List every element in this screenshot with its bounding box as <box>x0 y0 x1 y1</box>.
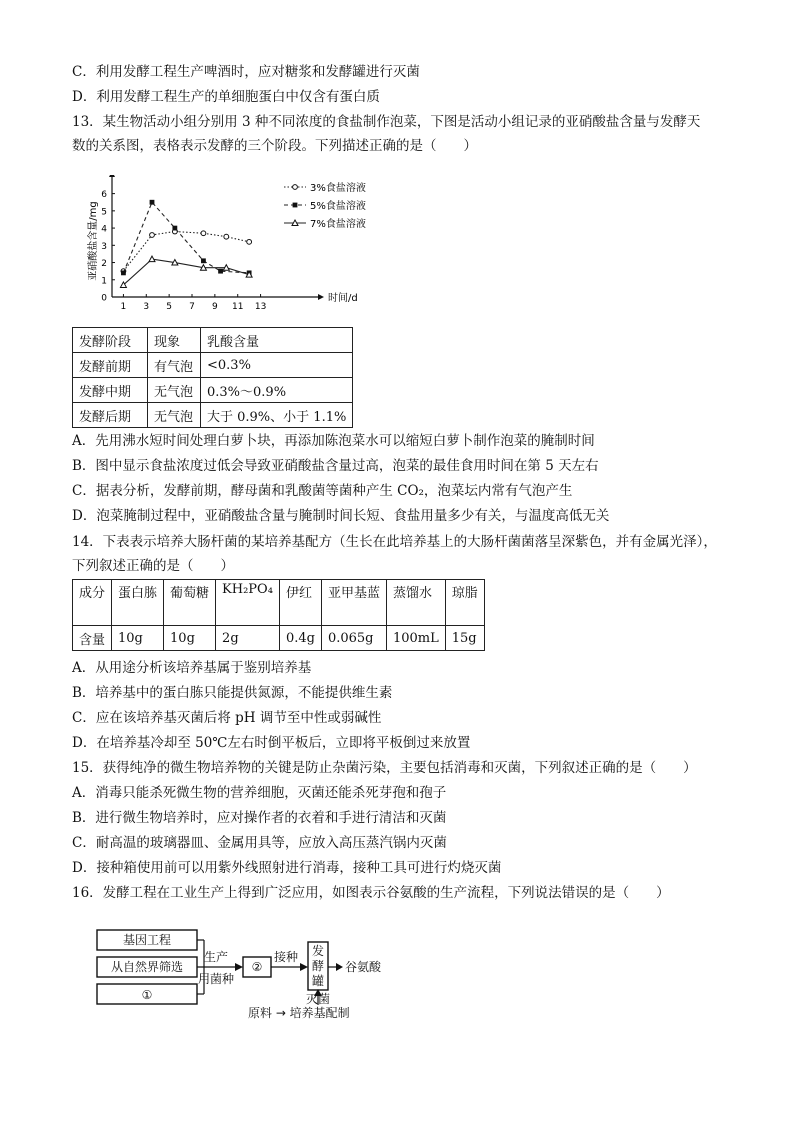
data-point <box>149 256 155 262</box>
series-line <box>123 202 249 273</box>
legend-label: 7%食盐溶液 <box>310 219 366 230</box>
amount-cell: 100mL <box>386 626 445 651</box>
amount-cell: 10g <box>112 626 164 651</box>
table-cell: 发酵后期 <box>73 403 148 428</box>
y-tick-label: 5 <box>101 207 107 218</box>
component-cell: 琼脂 <box>445 580 484 626</box>
table-cell: 0.3%～0.9% <box>201 378 353 403</box>
q15-stem: 15．获得纯净的微生物培养物的关键是防止杂菌污染，主要包括消毒和灭菌，下列叙述正确的是（ ） <box>72 760 697 776</box>
fermenter-char: 罐 <box>311 974 325 988</box>
x-tick-label: 11 <box>231 302 244 312</box>
nitrite-chart <box>72 175 392 320</box>
table-cell: 发酵前期 <box>73 353 148 378</box>
y-tick-label: 6 <box>101 190 107 201</box>
component-cell: 蒸馏水 <box>386 580 445 626</box>
x-tick-label: 7 <box>189 302 195 312</box>
q13-option-d: D．泡菜腌制过程中，亚硝酸盐含量与腌制时间长短、食盐用量多少有关，与温度高低无关 <box>72 508 610 524</box>
component-cell: 伊红 <box>279 580 321 626</box>
q14-option-c: C．应在该培养基灭菌后将 pH 调节至中性或弱碱性 <box>72 710 382 726</box>
q15-option-b: B．进行微生物培养时，应对操作者的衣着和手进行清洁和灭菌 <box>72 810 447 826</box>
table-cell: <0.3% <box>201 353 353 378</box>
component-cell: 蛋白胨 <box>112 580 164 626</box>
amount-cell: 10g <box>164 626 216 651</box>
box-label: 基因工程 <box>122 933 172 947</box>
q13-option-b: B．图中显示食盐浓度过低会导致亚硝酸盐含量过高，泡菜的最佳食用时间在第 5 天左右 <box>72 458 599 474</box>
component-cell: 亚甲基蓝 <box>321 580 386 626</box>
data-point <box>172 226 177 231</box>
x-tick-label: 1 <box>120 302 127 312</box>
data-point <box>121 270 126 275</box>
product-label: 谷氨酸 <box>345 960 382 974</box>
table-cell: 无气泡 <box>148 403 201 428</box>
y-tick-label: 1 <box>101 276 107 287</box>
q14-option-d: D．在培养基冷却至 50℃左右时倒平板后，立即将平板倒过来放置 <box>72 735 471 751</box>
fermenter-char: 酵 <box>311 959 325 973</box>
x-tick-label: 5 <box>166 302 173 312</box>
y-axis-label: 亚硝酸盐含量/mg <box>88 201 99 281</box>
q16-stem: 16．发酵工程在工业生产上得到广泛应用，如图表示谷氨酸的生产流程，下列说法错误的是（ ） <box>72 885 670 901</box>
x-axis-arrow-icon <box>318 294 324 300</box>
box-label: 从自然界筛选 <box>110 960 184 974</box>
fermentation-stage-table <box>72 327 353 428</box>
medium-formula-table <box>72 579 485 651</box>
header-cell: 现象 <box>148 328 201 353</box>
q14-stem-1: 14．下表表示培养大肠杆菌的某培养基配方（生长在此培养基上的大肠杆菌菌落呈深紫色，并有金属光泽）， <box>72 534 717 550</box>
legend-label: 5%食盐溶液 <box>310 201 366 212</box>
raw-material-label: 原料 → 培养基配制 <box>248 1006 350 1020</box>
amount-cell: 15g <box>445 626 484 651</box>
arrow-head-icon <box>336 963 343 971</box>
y-axis-arrow-icon <box>109 175 115 177</box>
x-tick-label: 3 <box>143 302 150 312</box>
q13-stem-1: 13．某生物活动小组分别用 3 种不同浓度的食盐制作泡菜，下图是活动小组记录的亚硝酸盐含量与发酵天 <box>72 114 701 130</box>
amount-cell: 0.065g <box>321 626 386 651</box>
q14-stem-2: 下列叙述正确的是（ ） <box>72 558 234 574</box>
q15-option-a: A．消毒只能杀死微生物的营养细胞，灭菌还能杀死芽孢和孢子 <box>72 785 447 801</box>
x-tick-label: 9 <box>211 302 218 312</box>
amount-cell: 0.4g <box>279 626 321 651</box>
table-cell: 大于 0.9%、小于 1.1% <box>201 403 353 428</box>
strain-label: 用菌种 <box>198 972 235 986</box>
data-point <box>150 200 155 205</box>
header-cell: 乳酸含量 <box>201 328 353 353</box>
box-label: ① <box>141 988 153 1002</box>
box-label: ② <box>251 960 263 974</box>
series-line <box>123 232 249 272</box>
arrow-head-icon <box>300 963 308 971</box>
q14-option-a: A．从用途分析该培养基属于鉴别培养基 <box>72 660 312 676</box>
data-point <box>201 231 206 236</box>
x-tick-label: 13 <box>254 302 267 312</box>
option-c-prev: C．利用发酵工程生产啤酒时，应对糖浆和发酵罐进行灭菌 <box>72 64 420 80</box>
data-point <box>247 239 252 244</box>
x-axis-label: 时间/d <box>328 293 358 304</box>
y-tick-label: 2 <box>101 259 107 270</box>
component-cell: KH₂PO₄ <box>216 580 280 626</box>
data-point <box>150 233 155 238</box>
row-label: 成分 <box>73 580 112 626</box>
produce-label: 生产 <box>204 950 229 964</box>
legend-marker <box>293 203 298 208</box>
y-tick-label: 0 <box>101 293 107 304</box>
q14-option-b: B．培养基中的蛋白胨只能提供氮源，不能提供维生素 <box>72 685 393 701</box>
arrow-head-icon <box>235 963 243 971</box>
fermenter-char: 发 <box>311 944 325 958</box>
q15-option-d: D．接种箱使用前可以用紫外线照射进行消毒，接种工具可进行灼烧灭菌 <box>72 860 502 876</box>
header-cell: 发酵阶段 <box>73 328 148 353</box>
legend-marker <box>293 185 298 190</box>
q15-option-c: C．耐高温的玻璃器皿、金属用具等，应放入高压蒸汽锅内灭菌 <box>72 835 447 851</box>
glutamate-flow-diagram <box>90 925 390 1020</box>
table-cell: 发酵中期 <box>73 378 148 403</box>
data-point <box>224 234 229 239</box>
q13-option-a: A．先用沸水短时间处理白萝卜块，再添加陈泡菜水可以缩短白萝卜制作泡菜的腌制时间 <box>72 433 595 449</box>
amount-cell: 2g <box>216 626 280 651</box>
table-cell: 无气泡 <box>148 378 201 403</box>
row-label: 含量 <box>73 626 112 651</box>
table-cell: 有气泡 <box>148 353 201 378</box>
legend-label: 3%食盐溶液 <box>310 183 366 194</box>
data-point <box>201 258 206 263</box>
y-tick-label: 4 <box>101 224 107 235</box>
inoculate-label: 接种 <box>274 950 299 964</box>
option-d-prev: D．利用发酵工程生产的单细胞蛋白中仅含有蛋白质 <box>72 89 380 105</box>
data-point <box>218 269 223 274</box>
q13-option-c: C．据表分析，发酵前期，酵母菌和乳酸菌等菌种产生 CO₂，泡菜坛内常有气泡产生 <box>72 483 573 499</box>
q13-stem-2: 数的关系图，表格表示发酵的三个阶段。下列描述正确的是（ ） <box>72 138 477 154</box>
component-cell: 葡萄糖 <box>164 580 216 626</box>
y-tick-label: 3 <box>101 241 107 252</box>
sterilize-label: 灭菌 <box>306 992 331 1006</box>
